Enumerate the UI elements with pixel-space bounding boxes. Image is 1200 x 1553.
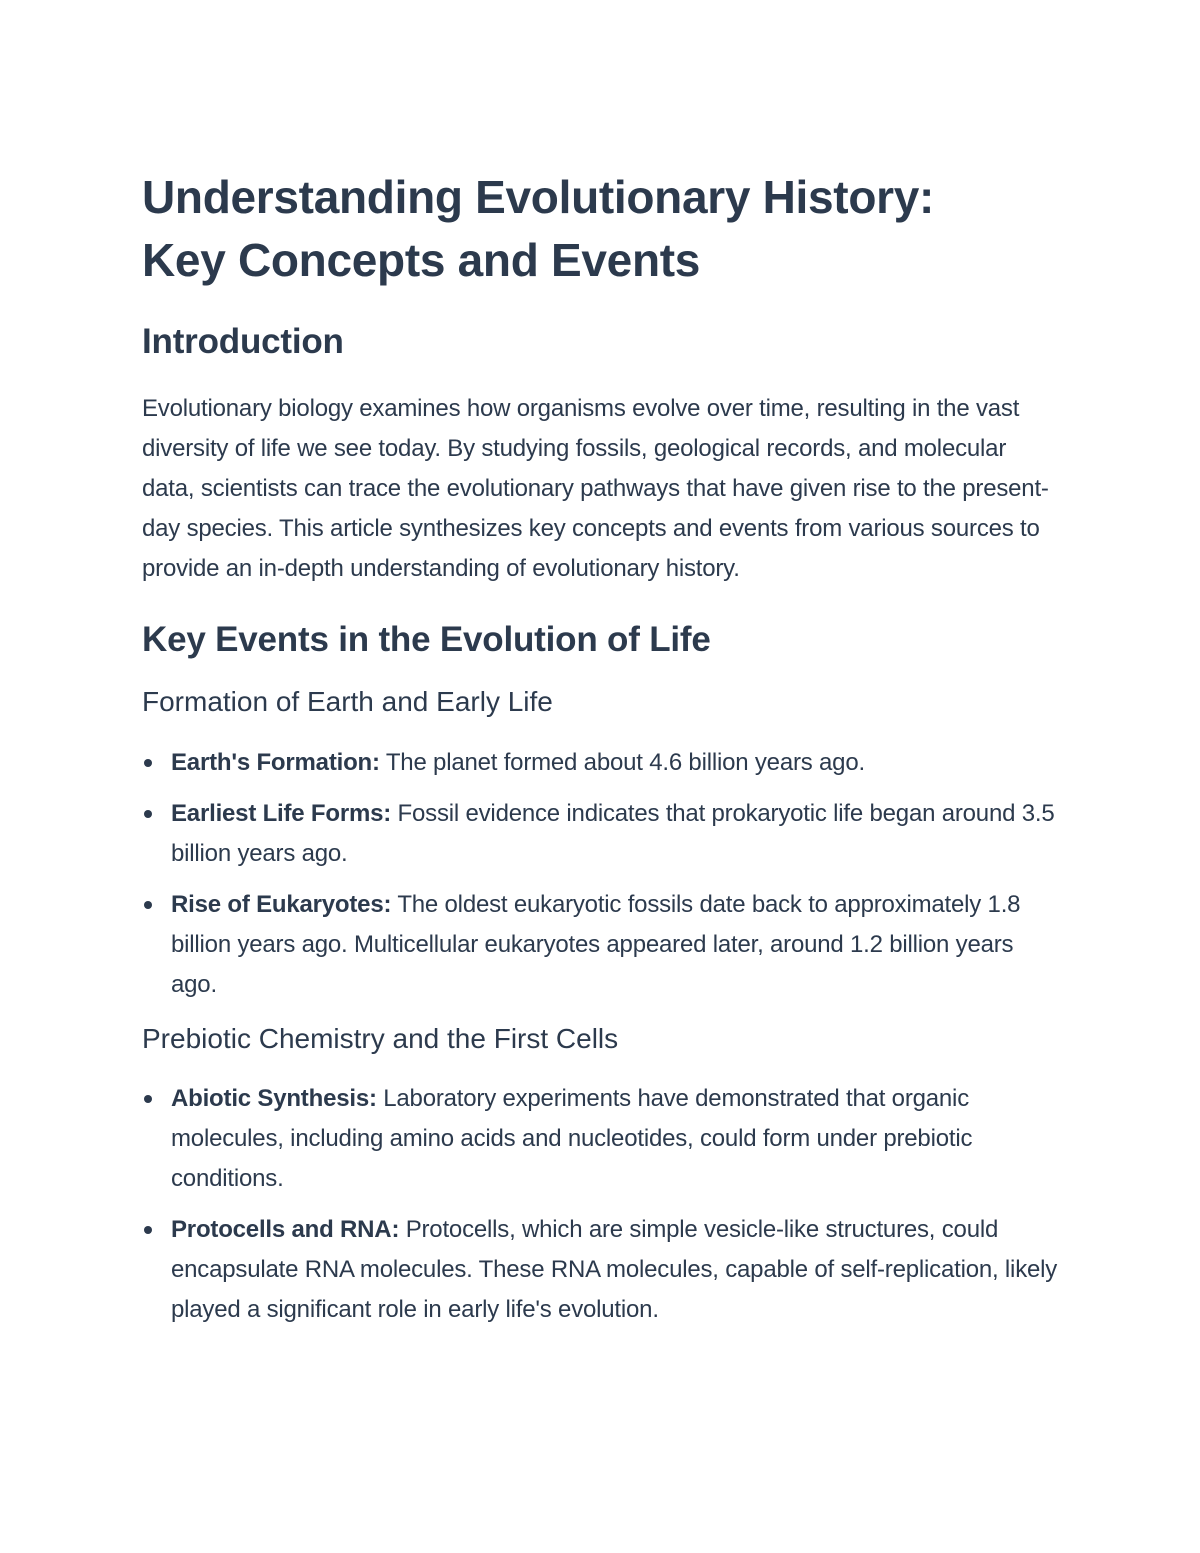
list-item-text: The planet formed about 4.6 billion years ago.	[379, 749, 865, 776]
bullet-icon	[144, 759, 152, 767]
document-title-line-1: Understanding Evolutionary History:	[142, 171, 935, 223]
document-title	[142, 166, 1062, 292]
introduction-heading: Introduction	[142, 322, 344, 361]
list-item-text: Protocells, which are simple vesicle-like structures, could encapsulate RNA molecules. These RNA molecules, capable of self-replication, likely played a significant role in early life's evolution.	[171, 1216, 1058, 1323]
bullet-icon	[144, 1095, 152, 1103]
list-item-term: Protocells and RNA:	[171, 1216, 400, 1243]
formation-list	[142, 743, 1062, 1005]
prebiotic-list	[142, 1079, 1062, 1330]
list-item-text: Laboratory experiments have demonstrated that organic molecules, including amino acids and nucleotides, could form under prebiotic conditions.	[171, 1085, 973, 1192]
list-item-term: Earliest Life Forms:	[171, 800, 392, 827]
formation-heading: Formation of Earth and Early Life	[142, 686, 553, 717]
list-item-term: Abiotic Synthesis:	[171, 1085, 377, 1112]
document-title-line-2: Key Concepts and Events	[142, 234, 701, 286]
list-item	[142, 1210, 1062, 1330]
list-item	[142, 1079, 1062, 1199]
list-item	[142, 885, 1062, 1005]
list-item-term: Rise of Eukaryotes:	[171, 891, 392, 918]
bullet-icon	[144, 901, 152, 909]
bullet-icon	[144, 1226, 152, 1234]
bullet-icon	[144, 810, 152, 818]
list-item-text: Fossil evidence indicates that prokaryotic life began around 3.5 billion years ago.	[171, 800, 1055, 867]
key-events-heading: Key Events in the Evolution of Life	[142, 620, 711, 659]
list-item-text: The oldest eukaryotic fossils date back to approximately 1.8 billion years ago. Multicellular eukaryotes appeared later, around 1.2 billion years ago.	[171, 891, 1021, 998]
list-item	[142, 743, 1062, 783]
introduction-paragraph: Evolutionary biology examines how organisms evolve over time, resulting in the vast diversity of life we see today. By studying fossils, geological records, and molecular data, scientists can trace the evolutionary pathways that have given rise to the present-day species. This article synthesizes key concepts and events from various sources to provide an in-depth understanding of evolutionary history.	[142, 395, 1049, 582]
list-item	[142, 794, 1062, 874]
document-page	[142, 166, 1062, 1341]
prebiotic-heading: Prebiotic Chemistry and the First Cells	[142, 1023, 619, 1054]
list-item-term: Earth's Formation:	[171, 749, 380, 776]
